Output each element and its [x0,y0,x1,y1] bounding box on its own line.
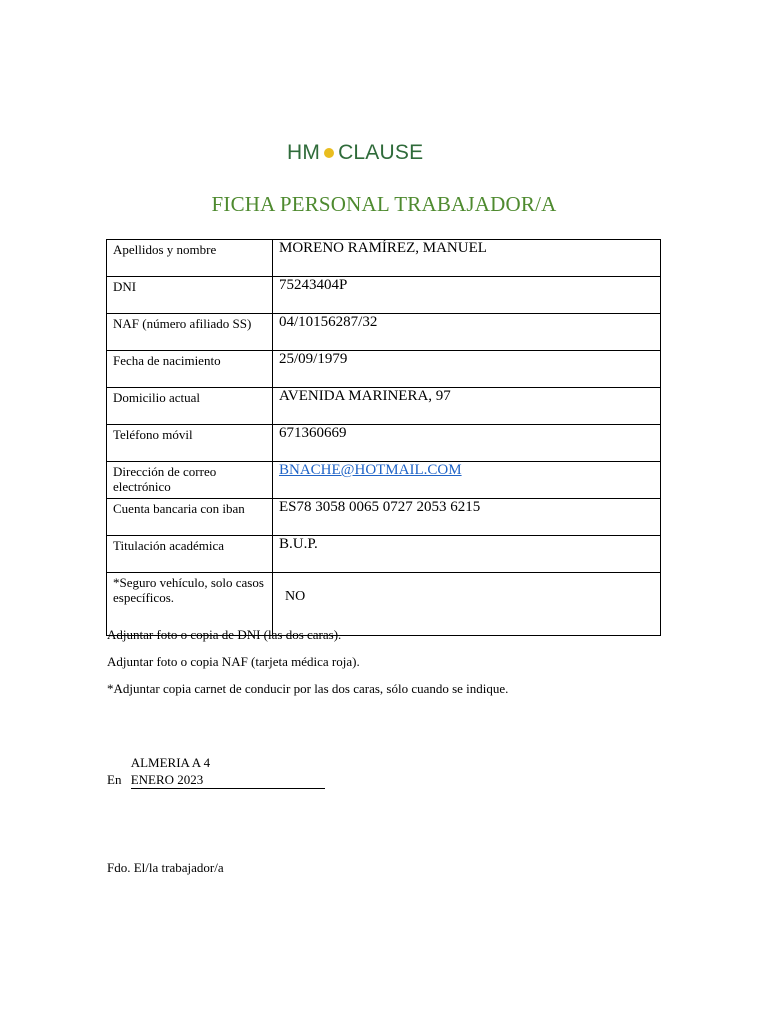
table-row [107,425,661,462]
place-prefix: En [107,772,122,787]
personal-data-table [106,239,661,636]
table-row [107,388,661,425]
note-item: Adjuntar foto o copia NAF (tarjeta médica roja). [107,654,360,669]
table-row [107,499,661,536]
field-label: NAF (número afiliado SS) [107,314,273,351]
table-row [107,536,661,573]
field-label: Fecha de nacimiento [107,351,273,388]
field-value-iban: ES78 3058 0065 0727 2053 6215 [273,499,661,536]
note-item: *Adjuntar copia carnet de conducir por las dos caras, sólo cuando se indique. [107,681,509,696]
logo-text-right: CLAUSE [338,141,424,164]
field-label: Dirección de correo electrónico [107,462,273,499]
table-row [107,277,661,314]
field-label: Titulación académica [107,536,273,573]
place-date-line [107,754,325,789]
field-value-dni: 75243404P [273,277,661,314]
table-row [107,351,661,388]
field-value-name: MORENO RAMÍREZ, MANUEL [273,240,661,277]
note-item: Adjuntar foto o copia de DNI (las dos caras). [107,627,342,642]
logo-text-left: HM [287,141,321,164]
field-value-phone: 671360669 [273,425,661,462]
field-label: Cuenta bancaria con iban [107,499,273,536]
field-value-naf: 04/10156287/32 [273,314,661,351]
field-value-education: B.U.P. [273,536,661,573]
field-label: DNI [107,277,273,314]
field-label: Domicilio actual [107,388,273,425]
field-value-email-link[interactable]: BNACHE@HOTMAIL.COM [273,462,661,499]
field-label: Apellidos y nombre [107,240,273,277]
logo-dot-icon [324,148,334,158]
table-row [107,314,661,351]
place-date-value: ALMERIA A 4 ENERO 2023 [131,754,231,789]
signature-underline [231,772,325,789]
field-label: Teléfono móvil [107,425,273,462]
attachment-notes [107,621,508,702]
table-row [107,462,661,499]
field-label: *Seguro vehículo, solo casos específicos. [107,573,273,636]
field-value-birthdate: 25/09/1979 [273,351,661,388]
field-value-address: AVENIDA MARINERA, 97 [273,388,661,425]
page-title: FICHA PERSONAL TRABAJADOR/A [211,192,557,216]
signature-label: Fdo. El/la trabajador/a [107,860,224,875]
field-value-insurance: NO [273,573,661,636]
table-row [107,240,661,277]
company-logo [287,140,423,166]
